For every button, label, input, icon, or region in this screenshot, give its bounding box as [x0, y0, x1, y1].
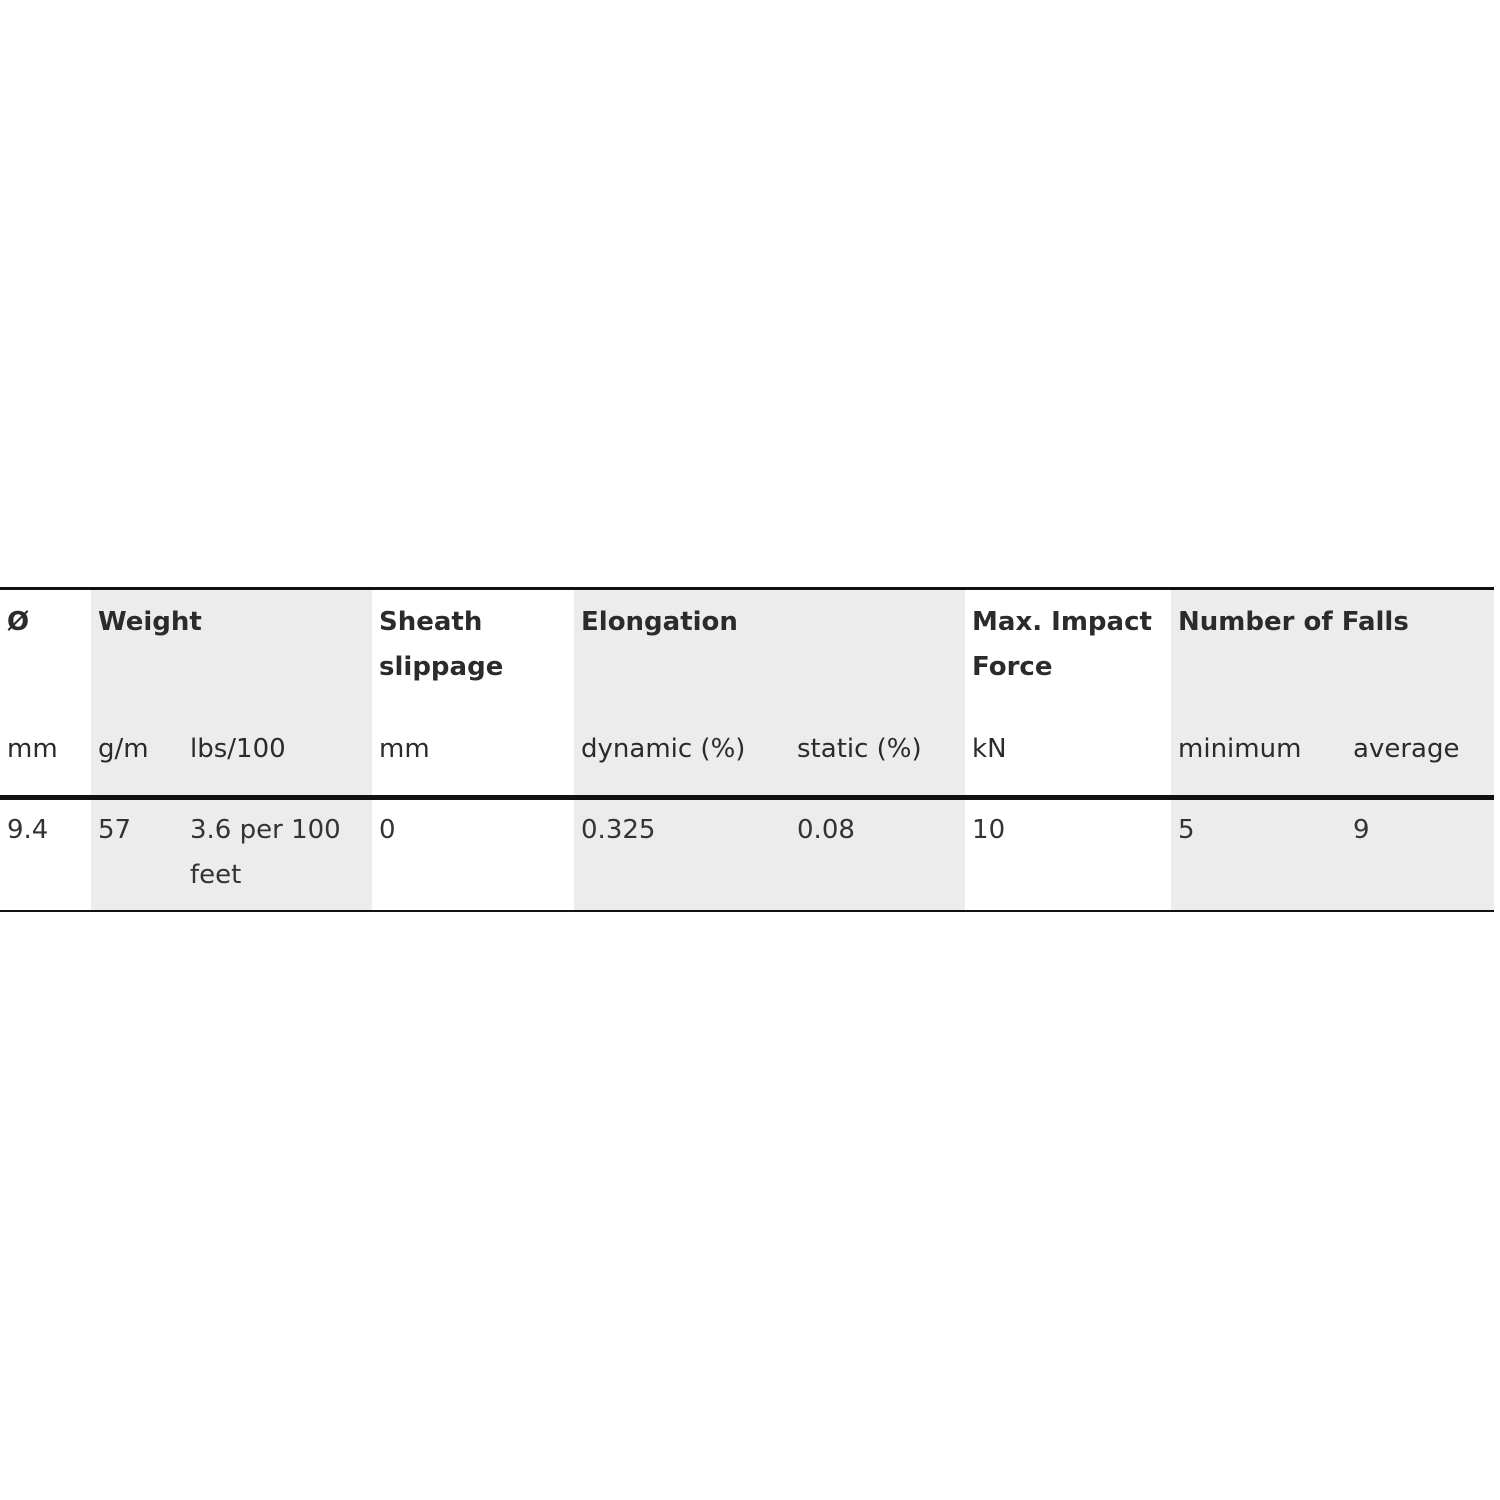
unit-diameter: mm: [0, 725, 91, 798]
cell-diameter: 9.4: [7, 815, 49, 845]
cell-elongation-dynamic: 0.325: [574, 798, 790, 912]
unit-weight-lbs: lbs/100: [183, 725, 372, 798]
cell-falls-minimum: 5: [1171, 798, 1346, 912]
cell-weight-lbs: 3.6 per 100 feet: [183, 798, 372, 912]
cell-weight-gm: 57: [91, 798, 183, 912]
header-group-row: [0, 589, 1494, 725]
header-unit-row: [0, 725, 1494, 798]
unit-sheath-slippage: mm: [372, 725, 574, 798]
rope-spec-table: [0, 587, 1494, 912]
header-elongation: Elongation: [574, 589, 965, 725]
header-sheath-slippage: Sheath slippage: [379, 607, 504, 682]
unit-max-impact-force: kN: [965, 725, 1171, 798]
header-number-of-falls: Number of Falls: [1171, 589, 1494, 725]
cell-max-impact-force: 10: [972, 815, 1006, 845]
unit-weight-gm: g/m: [91, 725, 183, 798]
header-max-impact-force: Max. Impact Force: [972, 607, 1152, 682]
table-row: [0, 798, 1494, 912]
unit-falls-average: average: [1346, 725, 1494, 798]
header-weight: Weight: [91, 589, 372, 725]
cell-falls-average: 9: [1346, 798, 1494, 912]
unit-falls-minimum: minimum: [1171, 725, 1346, 798]
unit-elongation-static: static (%): [790, 725, 965, 798]
cell-elongation-static: 0.08: [790, 798, 965, 912]
unit-elongation-dynamic: dynamic (%): [574, 725, 790, 798]
header-diameter: Ø: [7, 607, 30, 637]
cell-sheath-slippage: 0: [379, 815, 396, 845]
